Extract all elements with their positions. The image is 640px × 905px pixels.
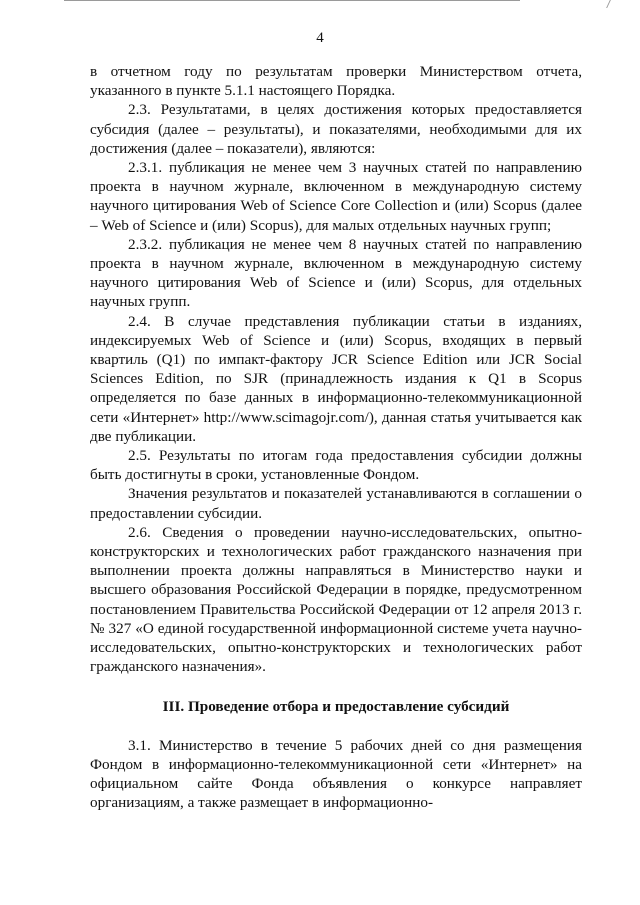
paragraph: 2.4. В случае представления публикации статьи в изданиях, индексируемых Web of Science и (или) Scopus, входящих в первый квартиль (Q1) по импакт-фактору JCR Science Edition или JCR Social Sciences Edition, по SJR (принадлежность издания к Q1 в Scopus определяется по базе данных в информационно-телекоммуникационной сети «Интернет» http://www.scimagojr.com/), данная статья учитывается как две публикации. <box>90 312 582 445</box>
paragraphs-before-section <box>90 62 582 677</box>
paragraphs-after-section <box>90 736 582 813</box>
document-body <box>90 62 582 813</box>
paragraph: 2.6. Сведения о проведении научно-исследовательских, опытно-конструкторских и технологических работ гражданского назначения при выполнении проекта должны направляться в Министерство науки и высшего образования Российской Федерации в порядке, предусмотренном постановлением Правительства Российской Федерации от 12 апреля 2013 г. № 327 «О единой государственной информационной системе учета научно-исследовательских, опытно-конструкторских и технологических работ гражданского назначения». <box>90 523 582 676</box>
paragraph: Значения результатов и показателей устанавливаются в соглашении о предоставлении субсидии. <box>90 485 582 522</box>
top-scan-edge-line <box>64 0 520 1</box>
page-number: 4 <box>316 30 324 46</box>
paragraph: 2.3.2. публикация не менее чем 8 научных статей по направлению проекта в научном журнале, включенном в международную систему научного цитирования Web of Science и (или) Scopus, для отдельных научных групп. <box>90 235 582 311</box>
paragraph: 3.1. Министерство в течение 5 рабочих дней со дня размещения Фондом в информационно-телекоммуникационной сети «Интернет» на официальном сайте Фонда объявления о конкурсе направляет организациям, а также размещает в информационно- <box>90 736 582 812</box>
corner-scan-mark <box>606 0 617 8</box>
paragraph: 2.3.1. публикация не менее чем 3 научных статей по направлению проекта в научном журнале, включенном в международную систему научного цитирования Web of Science Core Collection и (или) Scopus (далее – Web of Science и (или) Scopus), для малых отдельных научных групп; <box>90 159 582 234</box>
section-heading: III. Проведение отбора и предоставление субсидий <box>162 697 510 715</box>
paragraph: 2.5. Результаты по итогам года предоставления субсидии должны быть достигнуты в сроки, установленные Фондом. <box>90 447 582 484</box>
paragraph: в отчетном году по результатам проверки Министерством отчета, указанного в пункте 5.1.1 настоящего Порядка. <box>90 63 582 100</box>
paragraph: 2.3. Результатами, в целях достижения которых предоставляется субсидия (далее – результаты), и показателями, необходимыми для их достижения (далее – показатели), являются: <box>90 101 582 157</box>
